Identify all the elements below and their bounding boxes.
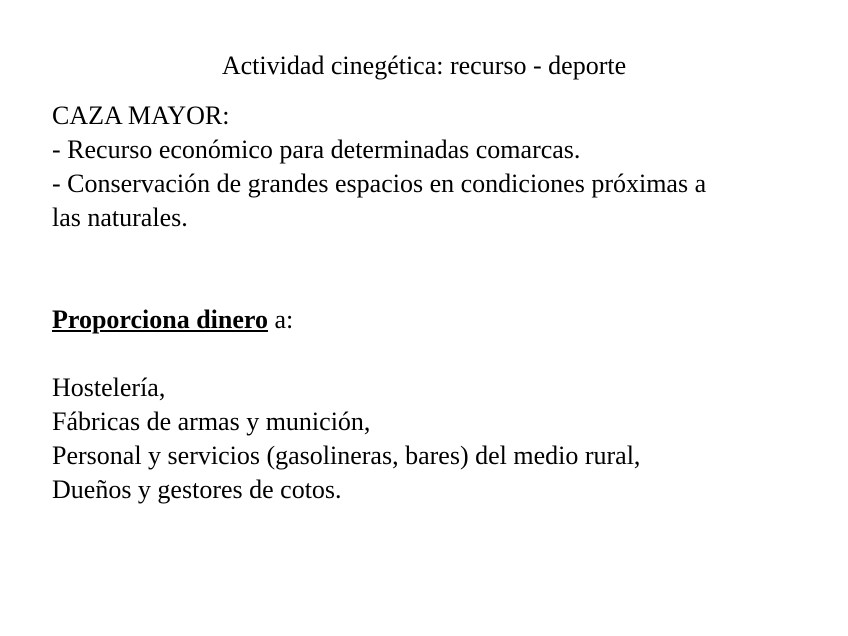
list-item: Hostelería, (52, 373, 166, 402)
spacer (52, 337, 792, 371)
list-item: Fábricas de armas y munición, (52, 407, 371, 436)
money-emphasis: Proporciona dinero (52, 305, 268, 334)
money-suffix: a: (267, 305, 294, 334)
slide-body (52, 99, 792, 507)
list-item: Dueños y gestores de cotos. (52, 475, 342, 504)
spacer (52, 235, 792, 269)
bullet-continuation: las naturales. (52, 203, 188, 232)
slide-title: Actividad cinegética: recurso - deporte (221, 51, 627, 80)
list-item: Personal y servicios (gasolineras, bares) del medio rural, (52, 441, 641, 470)
spacer (52, 269, 792, 303)
bullet-line: - Recurso económico para determinadas comarcas. (52, 135, 581, 164)
bullet-line: - Conservación de grandes espacios en condiciones próximas a (52, 169, 707, 198)
section-heading: CAZA MAYOR: (52, 101, 230, 130)
money-heading (52, 303, 792, 337)
